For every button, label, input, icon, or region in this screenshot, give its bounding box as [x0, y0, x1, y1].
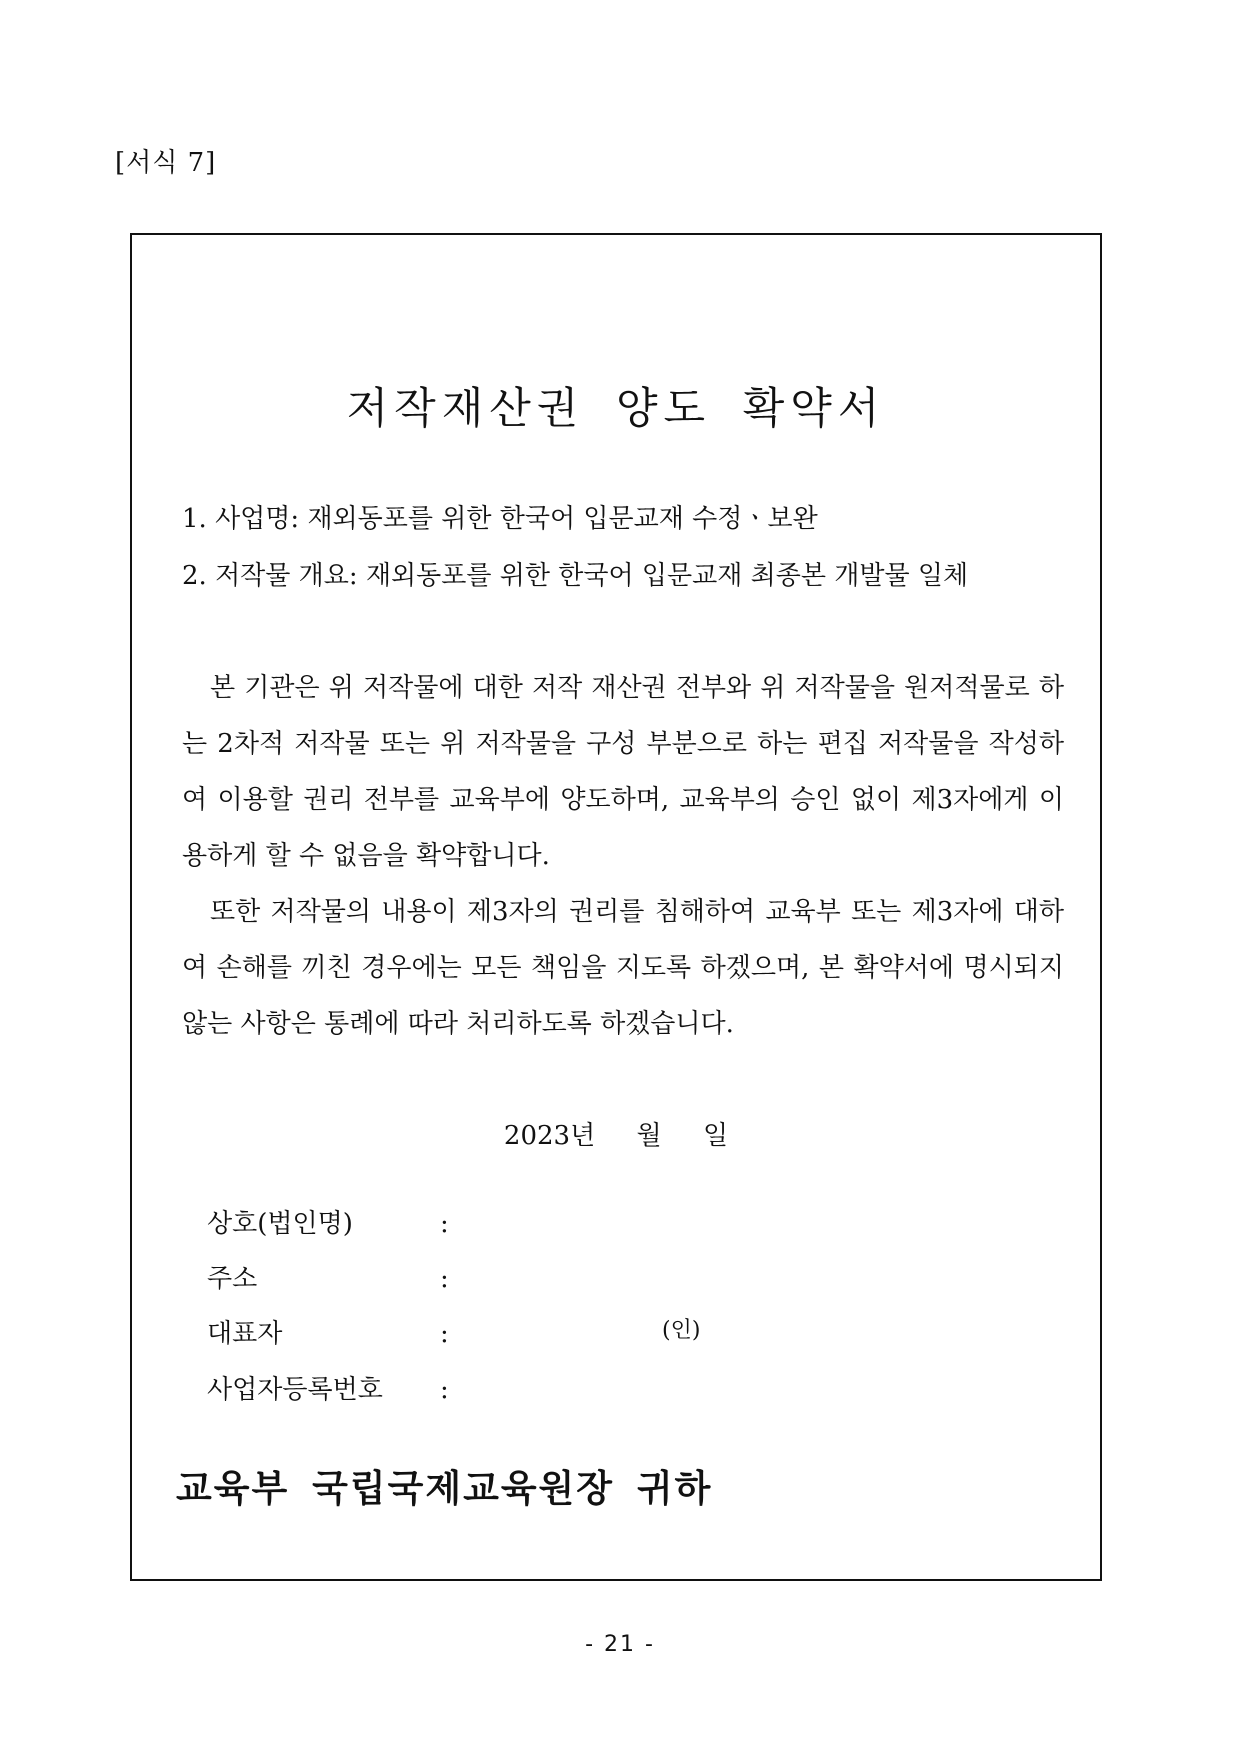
field-colon: :	[440, 1319, 449, 1349]
representative-label: 대표자	[207, 1319, 283, 1349]
field-colon: :	[440, 1209, 449, 1239]
pledge-paragraph-transfer: 본 기관은 위 저작물에 대한 저작 재산권 전부와 위 저작물을 원저적물로 하는 2차적 저작물 또는 위 저작물을 구성 부분으로 하는 편집 저작물을 작성하여 이용할 권리 전부를 교육부에 양도하며, 교육부의 승인 없이 제3자에게 이용하게 할 수 없음을 확약합니다.	[182, 673, 1064, 871]
page-number: - 21 -	[585, 1632, 655, 1657]
addressee-line: 교육부 국립국제교육원장 귀하	[176, 1467, 713, 1510]
form-number-label: [서식 7]	[115, 148, 217, 178]
pledge-document-frame	[130, 233, 1102, 1581]
seal-mark: (인)	[662, 1318, 701, 1343]
address-field	[207, 1258, 449, 1295]
business-registration-label: 사업자등록번호	[207, 1375, 383, 1405]
company-name-label: 상호(법인명)	[207, 1209, 353, 1239]
representative-field	[207, 1313, 449, 1350]
project-name-item: 1. 사업명: 재외동포를 위한 한국어 입문교재 수정ㆍ보완	[182, 504, 818, 534]
pledge-body	[182, 660, 1064, 1052]
company-name-field	[207, 1203, 449, 1240]
work-overview-item: 2. 저작물 개요: 재외동포를 위한 한국어 입문교재 최종본 개발물 일체	[182, 561, 969, 591]
pledge-paragraph-liability: 또한 저작물의 내용이 제3자의 권리를 침해하여 교육부 또는 제3자에 대하여 손해를 끼친 경우에는 모든 책임을 지도록 하겠으며, 본 확약서에 명시되지 않는 사항은 통례에 따라 처리하도록 하겠습니다.	[182, 897, 1064, 1039]
date-line: 2023년 월 일	[503, 1121, 729, 1151]
field-colon: :	[440, 1375, 449, 1405]
address-label: 주소	[207, 1264, 258, 1294]
document-title: 저작재산권 양도 확약서	[346, 384, 886, 434]
business-registration-field	[207, 1369, 449, 1406]
field-colon: :	[440, 1264, 449, 1294]
